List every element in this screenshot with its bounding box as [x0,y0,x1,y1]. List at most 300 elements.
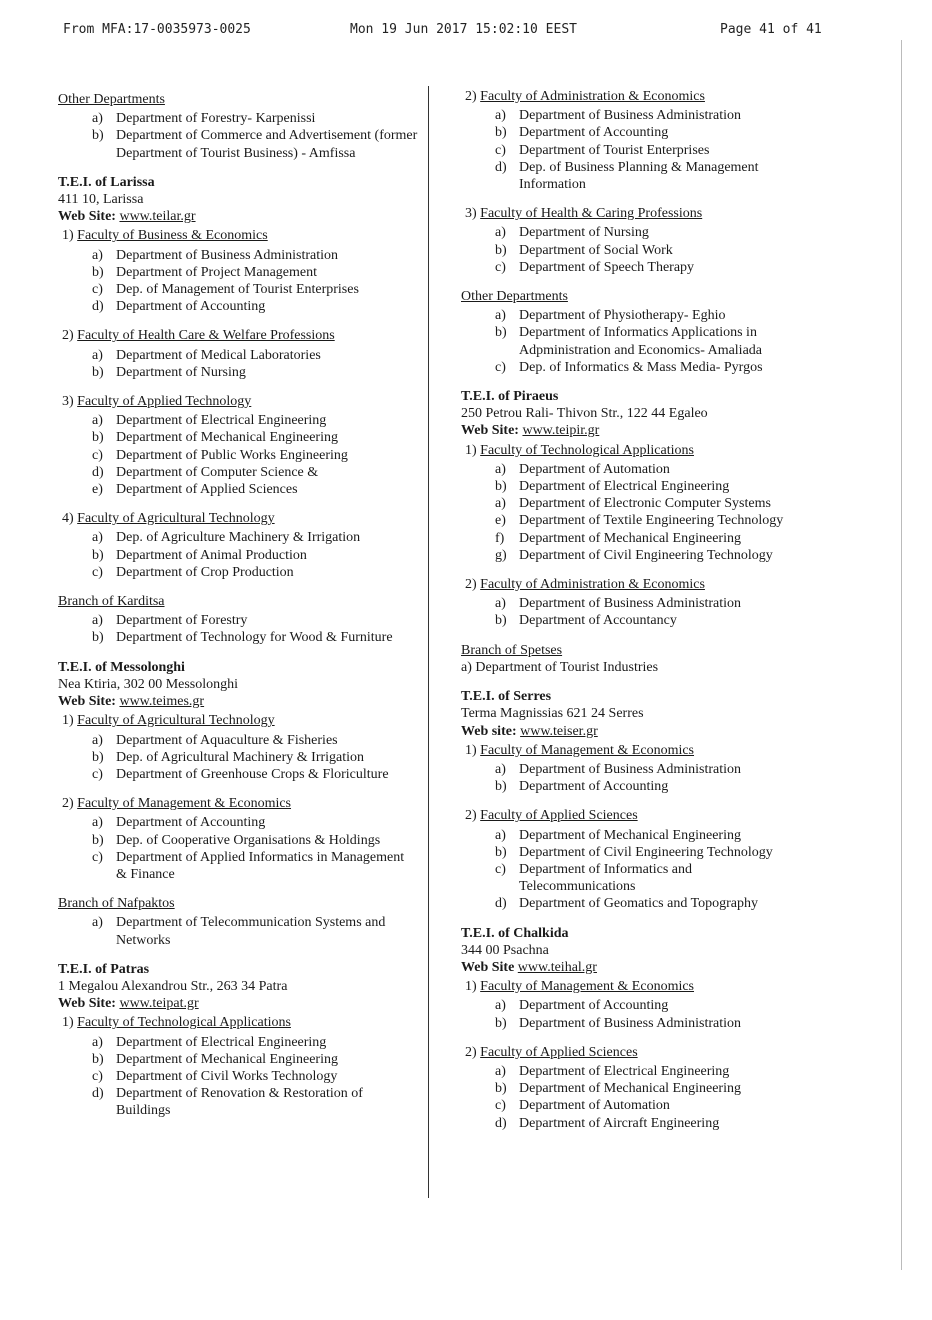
faculty [461,205,797,276]
faculty [461,978,797,1032]
faculty-number: 2) [62,796,78,812]
department-item [461,997,797,1014]
institution [461,925,797,977]
department-list [58,814,418,883]
department-item [58,1034,418,1051]
faculty-number: 4) [62,511,78,527]
department-list [58,612,418,646]
department-list [461,761,797,795]
faculty-name: Faculty of Management & Economics [77,796,292,812]
department-item [58,110,418,127]
faculty [58,227,418,315]
department-name: Department of Crop Production [116,564,294,580]
item-letter: b) [92,364,104,380]
item-letter: e) [92,482,103,498]
item-letter: a) [92,530,103,546]
item-letter: b) [495,779,507,795]
department-item [461,159,797,193]
department-name: Department of Geomatics and Topography [519,896,759,912]
department-list [58,110,418,162]
faculty [58,393,418,498]
department-name: Department of Public Works Engineering [116,447,348,463]
department-name: Department of Mechanical Engineering [519,827,741,843]
department-item [58,264,418,281]
item-letter: d) [92,464,104,480]
item-letter: b) [92,832,104,848]
department-item [461,324,797,358]
department-name: Department of Speech Therapy [519,259,695,275]
item-letter: a) [92,247,103,263]
department-item [461,124,797,141]
item-letter: b) [92,749,104,765]
institution-address: 411 10, Larissa [58,192,144,208]
department-name: Department of Telecommunication Systems and Networks [116,915,386,948]
faculty [461,442,797,564]
item-letter: a) [495,998,506,1014]
department-list [58,1034,418,1120]
department-name: Department of Commerce and Advertisement (former Department of Tourist Business) - Amfissa [116,128,418,161]
department-list [461,107,797,193]
faculty-name: Faculty of Management & Economics [480,979,695,995]
faculty-number: 1) [465,742,481,758]
department-item [461,530,797,547]
department-name: Department of Physiotherapy- Eghio [519,308,726,324]
section [58,593,418,647]
department-name: Dep. of Informatics & Mass Media- Pyrgos [519,359,763,375]
faculty-title [58,327,418,344]
faculty-title [461,576,797,593]
department-item [58,814,418,831]
department-name: Department of Forestry- Karpenissi [116,111,316,127]
department-name: Department of Business Administration [519,761,742,777]
section [58,895,418,949]
department-item [461,107,797,124]
item-letter: d) [92,299,104,315]
fax-header [0,22,932,42]
department-list [58,247,418,316]
institution-website [58,208,418,225]
item-letter: a) [92,732,103,748]
department-item [461,142,797,159]
website-link[interactable]: www.teihal.gr [517,959,597,975]
item-letter: a) [495,308,506,324]
item-letter: b) [495,242,507,258]
department-name: Department of Electrical Engineering [519,1063,730,1079]
faculty-name: Faculty of Applied Sciences [480,1044,638,1060]
department-item [58,447,418,464]
item-letter: a) [495,761,506,777]
department-item [461,595,797,612]
item-letter: b) [495,1015,507,1031]
item-letter: d) [92,1086,104,1102]
department-item [461,495,797,512]
department-item [461,512,797,529]
department-item [461,259,797,276]
faculty-name: Faculty of Technological Applications [77,1015,291,1031]
faculty-name: Faculty of Health Care & Welfare Professions [77,328,335,344]
department-name: Department of Electronic Computer Systems [519,496,771,512]
website-link[interactable]: www.teipat.gr [119,996,199,1012]
item-letter: a) [92,413,103,429]
section [58,91,418,162]
institution-name: T.E.I. of Piraeus [461,389,559,405]
section-title: Other Departments [58,92,165,107]
institution-address: Nea Ktiria, 302 00 Messolonghi [58,676,239,692]
department-name: Department of Forestry [116,613,248,629]
item-letter: b) [92,430,104,446]
department-item [58,1068,418,1085]
item-letter: c) [92,282,103,298]
faculty [58,712,418,783]
institution-website [58,693,418,710]
faculty-title [58,1014,418,1031]
item-letter: a) [92,111,103,127]
department-name: Department of Applied Informatics in Management & Finance [116,849,405,882]
item-letter: d) [495,159,507,175]
fax-sender: From MFA:17-0035973-0025 [63,22,251,37]
faculty [461,742,797,796]
section-title: Branch of Spetses [461,642,563,658]
department-item [461,861,797,895]
faculty-title [461,742,797,759]
department-list [58,914,418,948]
faculty-title [461,1044,797,1061]
department-item [461,1063,797,1080]
faculty [461,1044,797,1132]
faculty-title [461,442,797,459]
department-list [461,827,797,913]
scan-edge [901,40,902,1270]
department-item [461,359,797,376]
department-item [58,766,418,783]
department-item [461,778,797,795]
department-name: Department of Civil Engineering Technology [519,844,773,860]
department-name: Department of Project Management [116,264,317,280]
institution-address: 1 Megalou Alexandrou Str., 263 34 Patra [58,978,288,994]
faculty-name: Faculty of Agricultural Technology [77,713,275,729]
department-name: Department of Mechanical Engineering [519,1081,741,1097]
faculty-number: 2) [465,89,481,104]
institution [58,659,418,711]
faculty-name: Faculty of Administration & Economics [480,89,705,104]
department-name: Department of Accounting [519,998,669,1014]
faculty-title [58,795,418,812]
item-letter: c) [92,1068,103,1084]
department-item [58,629,418,646]
faculty-title [461,88,797,105]
item-letter: b) [92,264,104,280]
department-item [461,547,797,564]
department-name: Department of Mechanical Engineering [519,530,741,546]
website-link[interactable]: www.teipir.gr [522,423,600,439]
faculty-number: 1) [62,228,78,244]
item-letter: d) [495,896,507,912]
department-item [58,529,418,546]
department-item [461,1080,797,1097]
department-name: Department of Tourist Enterprises [519,142,710,158]
department-item [58,347,418,364]
right-column [461,88,797,1144]
department-name: Dep. of Management of Tourist Enterprises [116,282,359,298]
item-letter: c) [495,1098,506,1114]
faculty-number: 1) [62,713,78,729]
section-title: Branch of Karditsa [58,594,165,610]
department-item [461,307,797,324]
department-item [461,761,797,778]
faculty [461,807,797,912]
item-letter: b) [92,547,104,563]
department-item [58,127,418,161]
department-list [461,997,797,1031]
item-letter: b) [495,125,507,141]
department-name: Department of Business Administration [519,1015,742,1031]
website-label: Web site: [461,723,521,739]
item-letter: b) [92,128,104,144]
item-letter: b) [495,1081,507,1097]
institution-website [461,959,797,976]
department-item [58,1051,418,1068]
item-letter: c) [92,564,103,580]
department-name: Department of Social Work [519,242,673,258]
faculty-title [461,807,797,824]
department-item [461,827,797,844]
faculty-name: Faculty of Administration & Economics [480,577,705,593]
department-item [58,612,418,629]
item-letter: c) [495,142,506,158]
faculty-name: Faculty of Agricultural Technology [77,511,275,527]
item-letter: a) [495,461,506,477]
department-name: Department of Accounting [116,299,266,315]
department-item [461,612,797,629]
institution [58,174,418,226]
department-item: a) Department of Tourist Industries [461,659,659,675]
department-item [461,242,797,259]
department-name: Department of Civil Works Technology [116,1068,338,1084]
column-divider [428,86,429,1198]
department-item [461,224,797,241]
department-name: Department of Mechanical Engineering [116,1051,338,1067]
department-name: Department of Animal Production [116,547,307,563]
item-letter: a) [495,827,506,843]
faculty-number: 1) [62,1015,78,1031]
item-letter: c) [92,849,103,865]
item-letter: a) [92,613,103,629]
department-name: Department of Aircraft Engineering [519,1115,720,1131]
department-name: Department of Electrical Engineering [116,413,327,429]
faculty [58,510,418,581]
department-item [461,1115,797,1132]
faculty-title [58,712,418,729]
faculty-number: 2) [465,1044,481,1060]
website-link[interactable]: www.teiser.gr [520,723,598,739]
department-item [58,564,418,581]
item-letter: a) [92,347,103,363]
page-number: Page 41 of 41 [720,22,822,37]
department-item [58,732,418,749]
item-letter: b) [495,325,507,341]
department-list [58,529,418,581]
faculty-number: 1) [465,979,481,995]
item-letter: a) [92,915,103,931]
department-list [58,412,418,498]
department-name: Department of Electrical Engineering [116,1034,327,1050]
department-item [58,832,418,849]
institution-website [461,422,797,439]
section-title: Other Departments [461,289,568,305]
department-item [58,464,418,481]
department-name: Department of Greenhouse Crops & Floriculture [116,766,389,782]
department-item [58,429,418,446]
department-item [58,247,418,264]
department-name: Department of Automation [519,461,670,477]
department-list [461,307,797,376]
department-name: Department of Nursing [519,225,649,241]
faculty-name: Faculty of Management & Economics [480,742,695,758]
department-name: Dep. of Agriculture Machinery & Irrigation [116,530,361,546]
department-name: Department of Business Administration [116,247,339,263]
section [461,642,797,676]
department-list [461,461,797,564]
department-item [461,1097,797,1114]
item-letter: c) [495,259,506,275]
faculty-number: 2) [465,808,481,824]
department-item [461,895,797,912]
website-label: Web Site [461,959,518,975]
department-name: Department of Mechanical Engineering [116,430,338,446]
faculty [58,327,418,381]
department-item [58,364,418,381]
item-letter: f) [495,530,505,546]
item-letter: g) [495,547,507,563]
item-letter: a) [495,596,506,612]
faculty-name: Faculty of Applied Technology [77,394,252,410]
item-letter: b) [495,844,507,860]
faculty-title [461,978,797,995]
department-item [58,1085,418,1119]
institution [461,688,797,740]
faculty-title [58,393,418,410]
department-name: Department of Applied Sciences [116,482,298,498]
department-name: Department of Accountancy [519,613,677,629]
website-link[interactable]: www.teimes.gr [119,694,205,710]
website-link[interactable]: www.teilar.gr [119,209,196,225]
department-name: Dep. of Cooperative Organisations & Holdings [116,832,381,848]
faculty [461,576,797,630]
department-item [58,481,418,498]
faculty-name: Faculty of Health & Caring Professions [480,206,703,222]
institution-name: T.E.I. of Patras [58,961,150,977]
institution [58,961,418,1013]
item-letter: c) [495,359,506,375]
department-name: Dep. of Agricultural Machinery & Irrigation [116,749,365,765]
department-name: Department of Civil Engineering Technology [519,547,773,563]
department-item [461,844,797,861]
faculty-name: Faculty of Business & Economics [77,228,268,244]
institution-address: 344 00 Psachna [461,942,549,958]
department-list [58,732,418,784]
institution-name: T.E.I. of Chalkida [461,925,569,941]
item-letter: b) [92,630,104,646]
department-list [461,224,797,276]
institution-website [58,995,418,1012]
department-name: Department of Business Administration [519,108,742,124]
faculty-name: Faculty of Applied Sciences [480,808,638,824]
faculty-number: 1) [465,442,481,458]
department-item [461,1015,797,1032]
department-list [461,659,797,676]
department-name: Department of Technology for Wood & Furniture [116,630,393,646]
item-letter: c) [92,447,103,463]
department-name: Department of Accounting [519,125,669,141]
item-letter: e) [495,513,506,529]
faculty-number: 3) [62,394,78,410]
department-name: Department of Informatics Applications in Adpministration and Economics- Amaliada [519,325,763,358]
faculty [58,795,418,883]
institution-address: Terma Magnissias 621 24 Serres [461,706,644,722]
department-item [461,478,797,495]
department-list [58,347,418,381]
website-label: Web Site: [461,423,523,439]
department-name: Department of Computer Science & [116,464,319,480]
item-letter: b) [92,1051,104,1067]
faculty-number: 2) [62,328,78,344]
department-name: Department of Textile Engineering Technology [519,513,784,529]
department-list [461,1063,797,1132]
department-item [58,914,418,948]
item-letter: b) [495,613,507,629]
department-name: Department of Nursing [116,364,246,380]
department-item [58,849,418,883]
website-label: Web Site: [58,996,120,1012]
left-column [58,91,418,1132]
institution [461,388,797,440]
institution-website [461,723,797,740]
department-name: Department of Medical Laboratories [116,347,321,363]
faculty-number: 2) [465,577,481,593]
faculty-number: 3) [465,206,481,222]
website-label: Web Site: [58,209,120,225]
item-letter: a) [495,225,506,241]
department-item [58,547,418,564]
item-letter: a) [495,496,506,512]
department-name: Department of Automation [519,1098,670,1114]
department-item [461,461,797,478]
faculty-title [58,510,418,527]
department-name: Department of Informatics and Telecommunications [519,861,692,895]
faculty [461,88,797,193]
department-name: Department of Aquaculture & Fisheries [116,732,338,748]
section-title: Branch of Nafpaktos [58,896,175,912]
department-item [58,749,418,766]
faculty-name: Faculty of Technological Applications [480,442,694,458]
item-letter: a) [92,815,103,831]
institution-name: T.E.I. of Larissa [58,174,155,190]
faculty-title [461,205,797,222]
institution-address: 250 Petrou Rali- Thivon Str., 122 44 Egaleo [461,406,708,422]
faculty-title [58,227,418,244]
item-letter: c) [92,766,103,782]
website-label: Web Site: [58,694,120,710]
item-letter: d) [495,1115,507,1131]
item-letter: c) [495,861,506,877]
department-item [58,281,418,298]
item-letter: a) [92,1034,103,1050]
department-name: Department of Business Administration [519,596,742,612]
department-name: Department of Renovation & Restoration of Buildings [116,1086,363,1119]
institution-name: T.E.I. of Serres [461,689,552,705]
department-list [461,595,797,629]
item-letter: a) [495,1063,506,1079]
